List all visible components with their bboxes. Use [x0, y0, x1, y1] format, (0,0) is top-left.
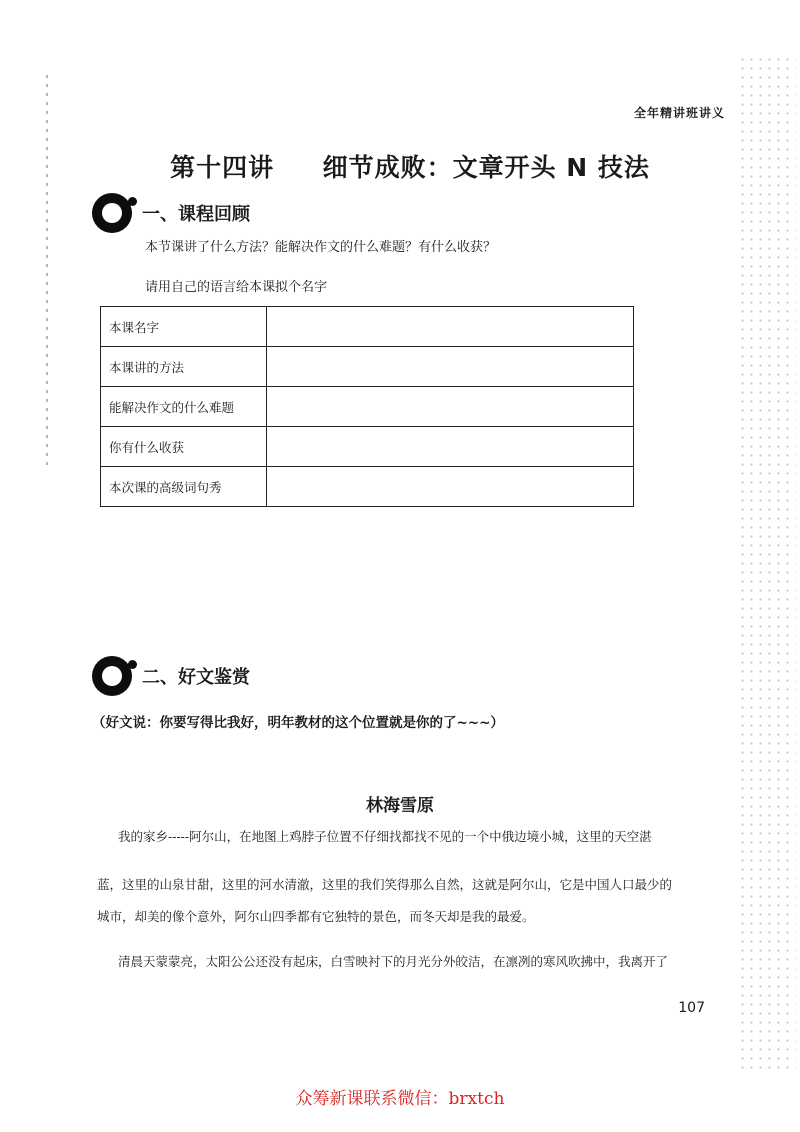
answer-cell[interactable] [267, 387, 634, 427]
essay-line: 蓝，这里的山泉甘甜，这里的河水清澈，这里的我们笑得那么自然，这就是阿尔山，它是中国人口最少的 [97, 877, 673, 892]
essay-line: 清晨天蒙蒙亮，太阳公公还没有起床，白雪映衬下的月光分外皎洁，在凛冽的寒风吹拂中，我离开了 [118, 954, 669, 969]
scan-dot-texture [738, 55, 796, 1075]
row-label: 本课名字 [101, 307, 267, 347]
review-table [100, 306, 634, 507]
page-number: 107 [678, 1000, 705, 1016]
row-label: 能解决作文的什么难题 [101, 387, 267, 427]
table-row [101, 307, 634, 347]
scan-edge-mark [46, 75, 48, 465]
answer-cell[interactable] [267, 307, 634, 347]
section-reading-heading [92, 656, 250, 696]
ink-circle-icon [92, 656, 132, 696]
table-row [101, 387, 634, 427]
table-row [101, 467, 634, 507]
review-question: 本节课讲了什么方法？能解决作文的什么难题？有什么收获？ [145, 240, 497, 255]
row-label: 本课讲的方法 [101, 347, 267, 387]
essay-title: 林海雪原 [366, 796, 434, 816]
running-header: 全年精讲班讲义 [633, 106, 725, 120]
row-label: 你有什么收获 [101, 427, 267, 467]
lecture-title: 第十四讲 细节成败：文章开头 N 技法 [170, 153, 650, 182]
table-row [101, 427, 634, 467]
section-title: 一、课程回顾 [142, 204, 250, 225]
essay-line: 城市，却美的像个意外，阿尔山四季都有它独特的景色，而冬天却是我的最爱。 [97, 909, 535, 924]
answer-cell[interactable] [267, 427, 634, 467]
ink-circle-icon [92, 193, 132, 233]
review-instruction: 请用自己的语言给本课拟个名字 [145, 280, 328, 295]
section-title: 二、好文鉴赏 [142, 667, 250, 688]
essay-line: 我的家乡-----阿尔山，在地图上鸡脖子位置不仔细找都找不见的一个中俄边境小城，这里的天空湛 [118, 829, 652, 844]
section-review-heading [92, 193, 250, 233]
answer-cell[interactable] [267, 467, 634, 507]
row-label: 本次课的高级词句秀 [101, 467, 267, 507]
watermark-text: 众筹新课联系微信：brxtch [295, 1089, 505, 1109]
answer-cell[interactable] [267, 347, 634, 387]
reading-note: （好文说：你要写得比我好，明年教材的这个位置就是你的了~~~） [92, 715, 504, 731]
table-row [101, 347, 634, 387]
